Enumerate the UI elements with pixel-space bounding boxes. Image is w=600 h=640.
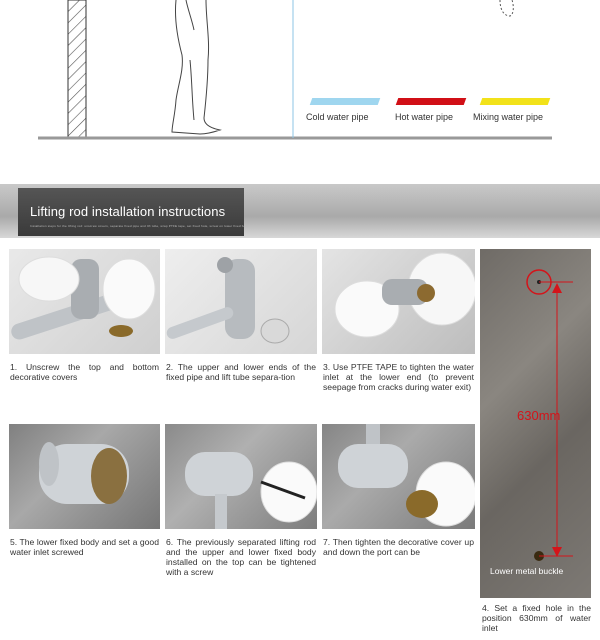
step-3-photo (322, 249, 475, 354)
hot-pipe-label: Hot water pipe (395, 112, 454, 122)
cold-pipe-label: Cold water pipe (306, 112, 369, 122)
step-2-photo (165, 249, 317, 354)
buckle-label: Lower metal buckle (490, 566, 564, 576)
step-3-caption: 3. Use PTFE TAPE to tighten the water inlet at the lower end (to prevent seepage from cracks during water exit) (323, 362, 474, 392)
step-7-photo (322, 424, 475, 529)
step-2-caption: 2. The upper and lower ends of the fixed pipe and lift tube separa-tion (166, 362, 316, 382)
mixing-pipe-label: Mixing water pipe (473, 112, 544, 122)
step-4-photo (480, 249, 591, 598)
person-outline (172, 0, 220, 134)
mixing-pipe-swatch (480, 98, 551, 105)
shower-head-outline (500, 0, 513, 16)
step-5-caption: 5. The lower fixed body and set a good water inlet screwed (10, 537, 159, 557)
step-6-photo (165, 424, 317, 529)
section-title: Lifting rod installation instructions (30, 204, 226, 219)
section-subtitle: Installation steps for the lifting rod: unscrew covers, separate fixed pipe and lift tube, wrap PTFE tape, set fixed hole, screw on lower fixed body (30, 224, 250, 228)
step-1-photo (9, 249, 160, 354)
step-4-caption: 4. Set a fixed hole in the position 630mm of water inlet (482, 603, 591, 633)
step-5-photo (9, 424, 160, 529)
hot-pipe-swatch (396, 98, 467, 105)
step-7-caption: 7. Then tighten the decorative cover up and down the port can be (323, 537, 474, 557)
step-1-caption: 1. Unscrew the top and bottom decorative covers (10, 362, 159, 382)
cold-pipe-swatch (310, 98, 381, 105)
measure-label: 630mm (517, 408, 561, 423)
plumbing-diagram (0, 0, 600, 170)
step-6-caption: 6. The previously separated lifting rod and the upper and lower fixed body installed on the top can be tightened with a screw (166, 537, 316, 577)
wall-hatch (68, 0, 86, 138)
